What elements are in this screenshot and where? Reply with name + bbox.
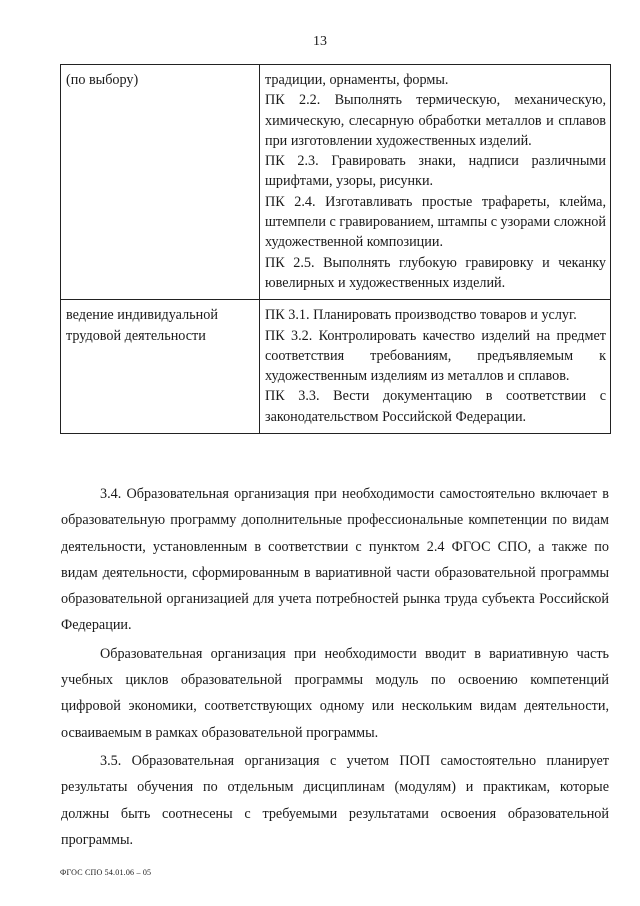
competency-line: ПК 2.5. Выполнять глубокую гравировку и чеканку ювелирных и художественных изделий.: [265, 254, 606, 291]
activity-cell: (по выбору): [61, 65, 260, 300]
page-number: 13: [313, 34, 327, 49]
competency-line: ПК 3.1. Планировать производство товаров и услуг.: [265, 307, 577, 324]
competency-line: ПК 2.2. Выполнять термическую, механическую, химическую, слесарную обработки металлов и сплавов при изготовлении художественных изделий.: [265, 92, 606, 149]
table-row: [61, 300, 611, 434]
table-row: [61, 65, 611, 300]
competency-line: традиции, орнаменты, формы.: [265, 72, 449, 88]
paragraph: 3.4. Образовательная организация при необходимости самостоятельно включает в образовательную программу дополнительные профессиональные компетенции по видам деятельности, установленным в соответствии с пунктом 2.4 ФГОС СПО, а также по видам деятельности, сформированным в вариативной части образовательной программы образовательной организацией для учета потребностей рынка труда субъекта Российской Федерации.: [61, 486, 609, 634]
competency-line: ПК 2.3. Гравировать знаки, надписи различными шрифтами, узоры, рисунки.: [265, 153, 606, 190]
competency-line: ПК 3.3. Вести документацию в соответствии с законодательством Российской Федерации.: [265, 388, 606, 425]
competencies-cell: [260, 65, 611, 300]
competency-line: ПК 3.2. Контролировать качество изделий на предмет соответствия требованиям, предъявляемым к художественным изделиям из металлов и сплавов.: [265, 327, 606, 385]
competencies-table: [60, 64, 611, 434]
activity-cell: ведение индивидуальной трудовой деятельности: [61, 300, 260, 434]
competency-line: ПК 2.4. Изготавливать простые трафареты, клейма, штемпели с гравированием, штампы с узорами сложной художественной композиции.: [265, 193, 606, 251]
competencies-cell: [260, 300, 611, 434]
document-footer: ФГОС СПО 54.01.06 – 05: [60, 868, 152, 877]
paragraph: Образовательная организация при необходимости вводит в вариативную часть учебных циклов образовательной программы модуль по освоению компетенций цифровой экономики, соответствующих одному или нескольким видам деятельности, осваиваемым в рамках образовательной программы.: [61, 645, 609, 741]
body-text: [61, 481, 609, 853]
paragraph: 3.5. Образовательная организация с учетом ПОП самостоятельно планирует результаты обучения по отдельным дисциплинам (модулям) и практикам, которые должны быть соотнесены с требуемыми результатами освоения образовательной программы.: [61, 752, 609, 848]
